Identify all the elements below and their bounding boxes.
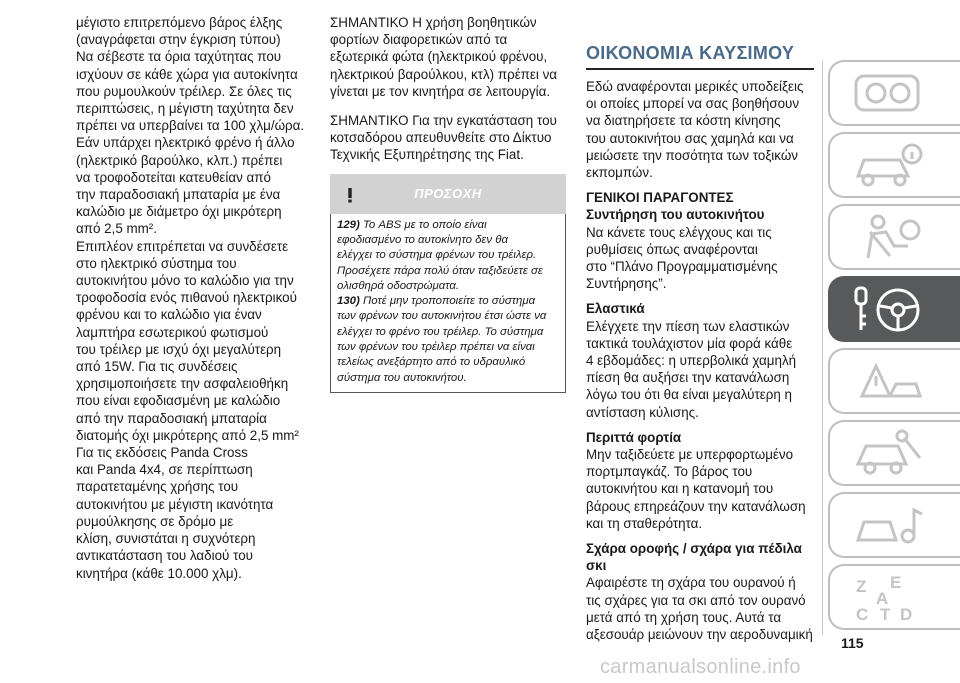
maintenance-text — [586, 224, 826, 293]
tab-multimedia[interactable] — [828, 492, 960, 558]
body-line: αυτοκινήτου μόνο το καλώδιο για την — [76, 273, 294, 289]
warning-item-number: 129) — [337, 218, 360, 231]
tab-safety[interactable] — [828, 204, 960, 270]
warning-line: ελέγχει το φρένο του τρέιλερ. Το σύστημα — [337, 325, 544, 338]
body-line: φορτίων διαφορετικών από τα — [330, 32, 508, 48]
warning-text: Το ABS με το οποίο είναι — [359, 218, 487, 231]
body-line: λαμπτήρα εσωτερικού φωτισμού — [76, 324, 269, 340]
body-line: τις σχάρες για τα σκι από τον ουρανό — [586, 592, 806, 608]
body-line: ρυμούλκησης σε δρόμο με — [76, 513, 234, 529]
body-line: ΣΗΜΑΝΤΙΚΟ Η χρήση βοηθητικών — [330, 15, 537, 30]
body-line: καλώδιο με διάμετρο όχι μικρότερη — [76, 204, 282, 220]
body-line: γίνεται με τον κινητήρα σε λειτουργία. — [330, 83, 551, 99]
body-line: στο “Πλάνο Προγραμματισμένης — [586, 259, 778, 275]
key-steering-wheel-icon — [850, 284, 930, 336]
car-music-icon — [850, 500, 930, 552]
body-line: ισχύουν σε κάθε χώρα για αυτοκίνητα — [76, 66, 298, 82]
svg-text:E: E — [890, 573, 902, 592]
warning-box — [330, 174, 566, 393]
load-heading: Περιττά φορτία — [586, 429, 682, 445]
body-line: του τρέιλερ με ισχύ όχι μεγαλύτερη — [76, 341, 282, 357]
body-line: αυτοκινήτου και η κατανομή του — [586, 481, 774, 497]
body-line: πορτμπαγκάζ. Το βάρος του — [586, 464, 753, 480]
warning-line: ολισθηρά οδοστρώματα. — [337, 279, 460, 292]
tab-emergency[interactable] — [828, 420, 960, 486]
body-line: διατομής όχι μικρότερης από 2,5 mm² — [76, 427, 299, 443]
body-line: Ελέγχετε την πίεση των ελαστικών — [586, 318, 790, 334]
body-line: να διατηρήσετε τα κόστη κίνησης — [586, 113, 781, 129]
warning-line: Προσέχετε πάρα πολύ όταν ταξιδεύετε σε — [337, 264, 543, 277]
body-line: πίεση θα αυξήσει την κατανάλωση — [586, 370, 790, 386]
body-line: μέγιστο επιτρεπόμενο βάρος έλξης — [76, 15, 283, 30]
middle-column — [330, 14, 572, 393]
body-line: τροφοδοσία ενός πιθανού ηλεκτρικού — [76, 290, 297, 306]
warning-triangle-car-icon — [850, 356, 930, 408]
body-line: μειώσετε την ποσότητα των τοξικών — [586, 147, 798, 163]
warning-line: τελείως ανεξάρτητο από το υδραυλικό — [337, 356, 526, 369]
body-line: Εδώ αναφέρονται μερικές υποδείξεις — [586, 79, 804, 94]
svg-text:D: D — [900, 605, 913, 624]
tab-getting-to-know[interactable] — [828, 132, 960, 198]
body-line: ΣΗΜΑΝΤΙΚΟ Για την εγκατάσταση του — [330, 113, 557, 129]
svg-text:C: C — [856, 605, 869, 624]
body-line: αντικατάσταση του λαδιού του — [76, 548, 253, 564]
body-line: κλίση, συνιστάται η συχνότερη — [76, 531, 256, 547]
svg-text:Z: Z — [856, 577, 867, 596]
body-line: ρυθμίσεις όπως αναφέρονται — [586, 241, 758, 257]
body-line: Αφαιρέστε τη σχάρα του ουρανού ή — [586, 575, 796, 591]
body-line: Να σέβεστε τα όρια ταχύτητας που — [76, 49, 282, 65]
body-line: από 15W. Για τις συνδέσεις — [76, 359, 238, 375]
body-line: βάρους επηρεάζουν την κατανάλωση — [586, 498, 806, 514]
body-line: (ηλεκτρικό βαρούλκο, κλπ.) πρέπει — [76, 152, 283, 168]
body-line: κοτσαδόρου απευθυνθείτε στο Δίκτυο — [330, 130, 552, 146]
body-line: να τροφοδοτείται κατευθείαν από — [76, 169, 271, 185]
page-number: 115 — [841, 635, 864, 651]
important-note-1 — [330, 14, 572, 100]
body-line: από την παραδοσιακή μπαταρία — [76, 410, 267, 426]
body-line: πρέπει να υπερβαίνει τα 100 χλμ/ώρα. — [76, 118, 305, 134]
body-line: Να κάνετε τους ελέγχους και τις — [586, 224, 772, 240]
tab-starting-driving[interactable] — [828, 276, 960, 342]
title-underline — [586, 68, 814, 70]
body-line: και τη σταθερότητα. — [586, 515, 703, 531]
body-line: κινητήρα (κάθε 10.000 χλμ). — [76, 565, 242, 581]
section-title: ΟΙΚΟΝΟΜΙΑ ΚΑΥΣΙΜΟΥ — [586, 43, 795, 63]
warning-body — [330, 214, 566, 393]
warning-header — [330, 174, 566, 214]
body-line: από 2,5 mm². — [76, 221, 157, 237]
tyres-text — [586, 318, 826, 421]
body-line: Μην ταξιδεύετε με υπερφορτωμένο — [586, 447, 794, 463]
roof-rack-text — [586, 574, 826, 643]
seatbelt-airbag-icon — [850, 212, 930, 264]
body-line: Εάν υπάρχει ηλεκτρικό φρένο ή άλλο — [76, 135, 295, 151]
body-line: χρησιμοποιήσετε την ασφαλειοθήκη — [76, 376, 289, 392]
svg-text:A: A — [876, 589, 889, 608]
body-line: που είναι εφοδιασμένη με καλώδιο — [76, 393, 281, 409]
body-line: και Panda 4x4, σε περίπτωση — [76, 462, 253, 478]
body-line: εκπομπών. — [586, 165, 653, 181]
body-line: οι οποίες μπορεί να σας βοηθήσουν — [586, 96, 800, 112]
body-line: τακτικά τουλάχιστον μία φορά κάθε — [586, 335, 793, 351]
warning-item-number: 130) — [337, 295, 360, 308]
left-column — [76, 14, 316, 582]
body-line: αντίσταση κύλισης. — [586, 404, 699, 420]
chapter-tabs — [822, 60, 960, 630]
tab-dashboard[interactable] — [828, 60, 960, 126]
warning-line: σύστημα του αυτοκινήτου. — [337, 371, 467, 384]
roof-rack-heading-line: σκι — [586, 558, 607, 574]
warning-line: ελέγχει το σύστημα φρένων του τρέιλερ. — [337, 249, 537, 262]
tyres-heading: Ελαστικά — [586, 301, 645, 317]
body-line: Τεχνικής Εξυπηρέτησης της Fiat. — [330, 147, 524, 163]
wrench-car-icon — [850, 428, 930, 480]
body-line: εξωτερικά φώτα (ηλεκτρικού φρένου, — [330, 49, 548, 65]
body-line: Συντήρησης”. — [586, 276, 667, 292]
body-line: ηλεκτρικού βαρούλκου, κτλ) πρέπει να — [330, 66, 558, 82]
warning-line: εφοδιασμένο το αυτοκίνητο δεν θα — [337, 233, 508, 246]
svg-text:T: T — [880, 605, 891, 624]
maintenance-heading: Συντήρηση του αυτοκινήτου — [586, 207, 765, 223]
body-line: αυτοκινήτου με μέγιστη ικανότητα — [76, 496, 274, 512]
tab-index[interactable] — [828, 564, 960, 630]
roof-rack-heading-line: Σχάρα οροφής / σχάρα για πέδιλα — [586, 541, 802, 557]
body-line: παρατεταμένης χρήσης του — [76, 479, 239, 495]
body-line: 4 εβδομάδες: η υπερβολικά χαμηλή — [586, 353, 797, 369]
body-line: Για τις εκδόσεις Panda Cross — [76, 445, 248, 461]
warning-text: Ποτέ μην τροποποιείτε το σύστημα — [359, 295, 536, 308]
body-line: αξεσουάρ μειώνουν την αεροδυναμική — [586, 627, 813, 643]
body-line: Επιπλέον επιτρέπεται να συνδέσετε — [76, 238, 289, 254]
right-column — [586, 14, 826, 643]
intro-text — [586, 78, 826, 181]
tab-warning-lights[interactable] — [828, 348, 960, 414]
body-line: (αναγράφεται στην έγκριση τύπου) — [76, 32, 281, 48]
general-factors-heading: ΓΕΝΙΚΟΙ ΠΑΡΑΓΟΝΤΕΣ — [586, 190, 734, 206]
car-dashboard-icon — [850, 68, 930, 120]
warning-line: των φρένων του τρέιλερ πρέπει να είναι — [337, 341, 535, 353]
important-note-2 — [330, 112, 572, 164]
body-line: φρένου και το καλώδιο για έναν — [76, 307, 262, 323]
alphabet-index-icon — [850, 572, 930, 624]
roof-rack-heading — [586, 540, 826, 574]
body-line: του αυτοκινήτου σας χαμηλά και να — [586, 130, 794, 146]
body-line: την παραδοσιακή μπαταρία με ένα — [76, 187, 281, 203]
car-info-icon — [850, 140, 930, 192]
load-text — [586, 446, 826, 532]
warning-title: ΠΡΟΣΟΧΗ — [414, 185, 482, 201]
warning-line: των φρένων του αυτοκινήτου έτσι ώστε να — [337, 310, 547, 323]
body-line: στο ηλεκτρικό σύστημα του — [76, 255, 237, 271]
body-line: περιπτώσεις, η μέγιστη ταχύτητα δεν — [76, 101, 294, 117]
warning-line — [337, 218, 560, 233]
body-line: λόγω του ότι θα είναι μεγαλύτερη η — [586, 387, 792, 403]
body-line: μετά από τη χρήση τους. Αυτά τα — [586, 609, 782, 625]
watermark: carmanualsonline.info — [600, 656, 801, 678]
body-line: που ρυμουλκούν τρέιλερ. Σε όλες τις — [76, 83, 292, 99]
warning-line — [337, 294, 560, 309]
